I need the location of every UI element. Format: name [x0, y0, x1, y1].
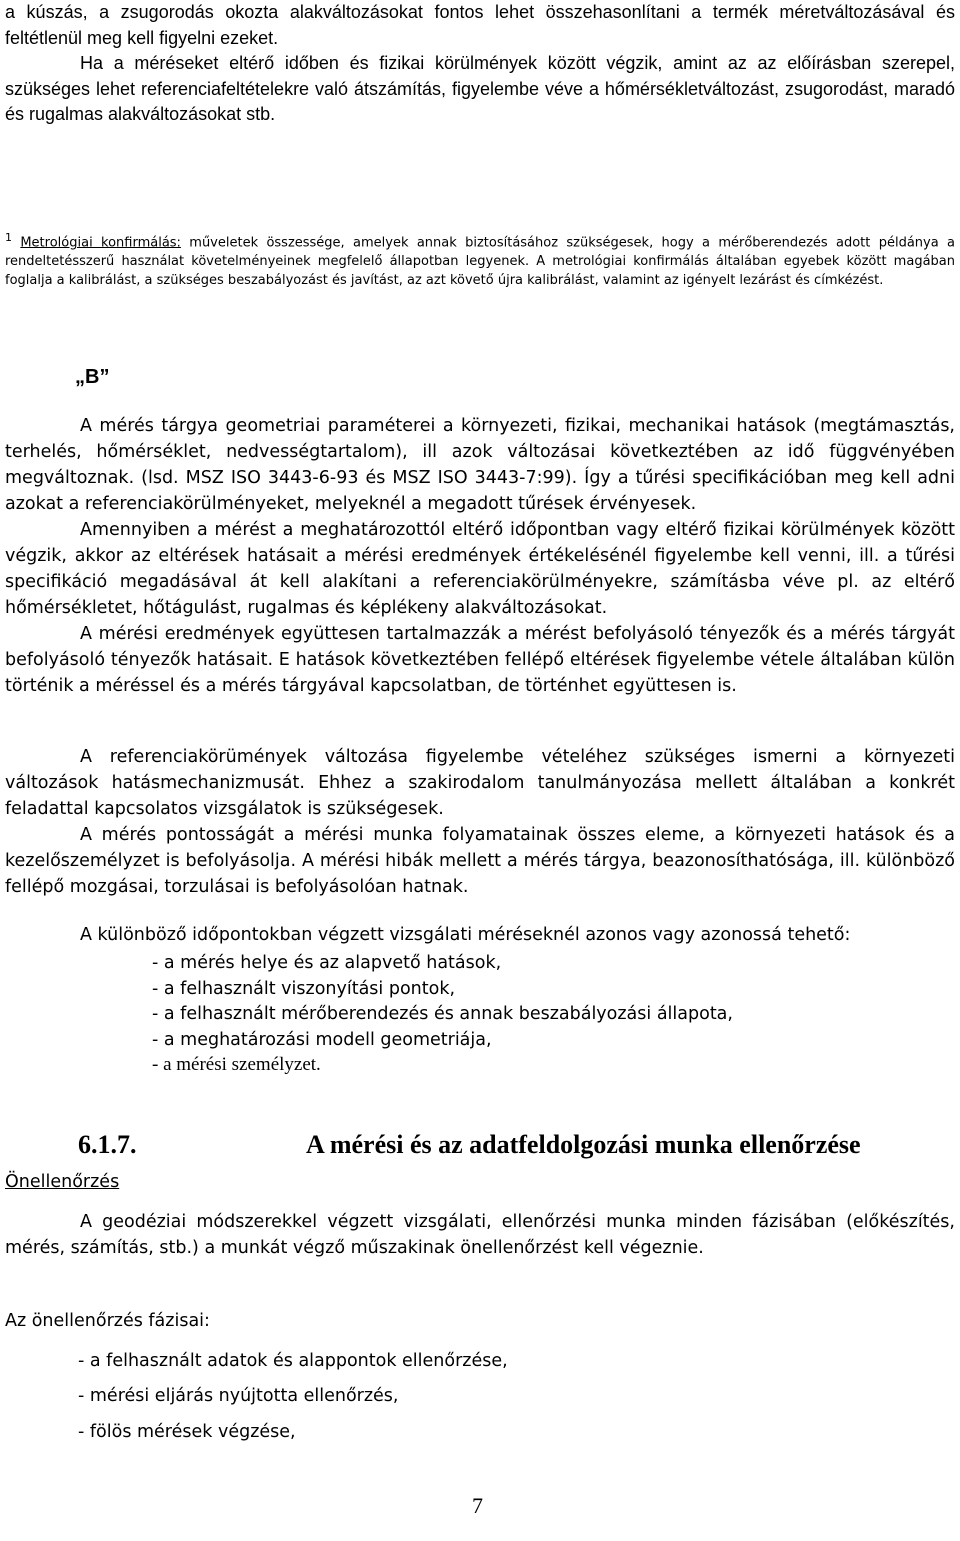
paragraph: Amennyiben a mérést a meghatározottól eltérő időpontban vagy eltérő fizikai körülmények között végzik, akkor az eltérések hatásait a mérési eredmények értékelésénél figyelembe kell venni, ill. a tűrési specifikáció megadásával át kell alakítani a referenciakörülményekre, számításba véve pl. az eltérő hőmérsékletet, hőtágulást, rugalmas és képlékeny alakváltozásokat.	[5, 520, 955, 618]
paragraph: A geodéziai módszerekkel végzett vizsgálati, ellenőrzési munka minden fázisában (előkészítés, mérés, számítás, stb.) a munkát végző műszakinak önellenőrzést kell végeznie.	[5, 1212, 955, 1258]
paragraph: A referenciakörümények változása figyelembe vételéhez szükséges ismerni a környezeti változások hatásmechanizmusát. Ehhez a szakirodalom tanulmányozása mellett általában a konkrét feladattal kapcsolatos vizsgálatok is szükségesek.	[5, 747, 955, 819]
list-item: - fölös mérések végzése,	[78, 1422, 296, 1442]
top-text	[5, 0, 955, 128]
section-title: A mérési és az adatfeldolgozási munka ellenőrzése	[306, 1130, 861, 1159]
subheading: Önellenőrzés	[5, 1172, 120, 1192]
page-number: 7	[472, 1493, 483, 1518]
paragraph: A mérés tárgya geometriai paraméterei a környezeti, fizikai, mechanikai hatások (megtámasztás, terhelés, hőmérséklet, nedvességtartalom), ill azok változásai következtében az idő függvényében megváltoznak. (lsd. MSZ ISO 3443-6-93 és MSZ ISO 3443-7:99). Így a tűrési specifikációban meg kell adni azokat a referenciakörülményeket, melyeknél a megadott tűrések érvényesek.	[5, 416, 955, 514]
footnote-text	[5, 228, 955, 290]
section-b-body	[5, 413, 955, 699]
section-617-body	[5, 1209, 955, 1261]
section-b-body-3	[5, 922, 955, 948]
list-item: - a mérési személyzet.	[152, 1054, 321, 1075]
list-item: - a felhasznált viszonyítási pontok,	[152, 979, 456, 999]
footnote	[5, 228, 955, 290]
list-item: - a felhasznált adatok és alappontok ellenőrzése,	[78, 1351, 508, 1371]
paragraph: A mérési eredmények együttesen tartalmazzák a mérést befolyásoló tényezők és a mérés tárgyát befolyásoló tényezők hatásait. E hatások következtében fellépő eltérések figyelembe vétele általában külön történik a méréssel és a mérés tárgyával kapcsolatban, de történhet együttesen is.	[5, 624, 955, 696]
paragraph: A mérés pontosságát a mérési munka folyamatainak összes eleme, a környezeti hatások és a kezelőszemélyzet is befolyásolja. A mérési hibák mellett a mérés tárgya, beazonosíthatósága, ill. különböző fellépő mozgásai, torzulásai is befolyásolóan hatnak.	[5, 825, 955, 897]
section-number: 6.1.7.	[78, 1130, 137, 1159]
paragraph: A különböző időpontokban végzett vizsgálati méréseknél azonos vagy azonossá tehető:	[80, 925, 851, 945]
footnote-term: Metrológiai konfirmálás:	[20, 235, 181, 251]
list-item: - a felhasznált mérőberendezés és annak beszabályozási állapota,	[152, 1004, 733, 1024]
phases-label: Az önellenőrzés fázisai:	[5, 1311, 210, 1331]
list-item: - a meghatározási modell geometriája,	[152, 1030, 492, 1050]
footnote-marker: 1	[5, 231, 12, 244]
section-b-body-2	[5, 744, 955, 900]
footnote-body: műveletek összessége, amelyek annak biztosításához szükségesek, hogy a mérőberendezés adott példánya a rendeltetésszerű használat követelményeinek megfelelő állapotban legyenek. A metrológiai konfirmálás általában egyebek között magában foglalja a kalibrálást, a szükséges beszabályozást és javítást, az azt követő újra kalibrálást, valamint az igényelt lezárást és címkézést.	[5, 235, 955, 289]
section-label: „B”	[75, 366, 110, 388]
list-item: - a mérés helye és az alapvető hatások,	[152, 953, 502, 973]
paragraph: Ha a méréseket eltérő időben és fizikai körülmények között végzik, amint az az előírásban szerepel, szükséges lehet referenciafeltételekre való átszámítás, figyelembe véve a hőmérsékletváltozást, zsugorodást, maradó és rugalmas alakváltozásokat stb.	[5, 53, 955, 124]
list-item: - mérési eljárás nyújtotta ellenőrzés,	[78, 1386, 399, 1406]
paragraph: a kúszás, a zsugorodás okozta alakváltozásokat fontos lehet összehasonlítani a termék méretváltozásával és feltétlenül meg kell figyelni ezeket.	[5, 2, 955, 48]
